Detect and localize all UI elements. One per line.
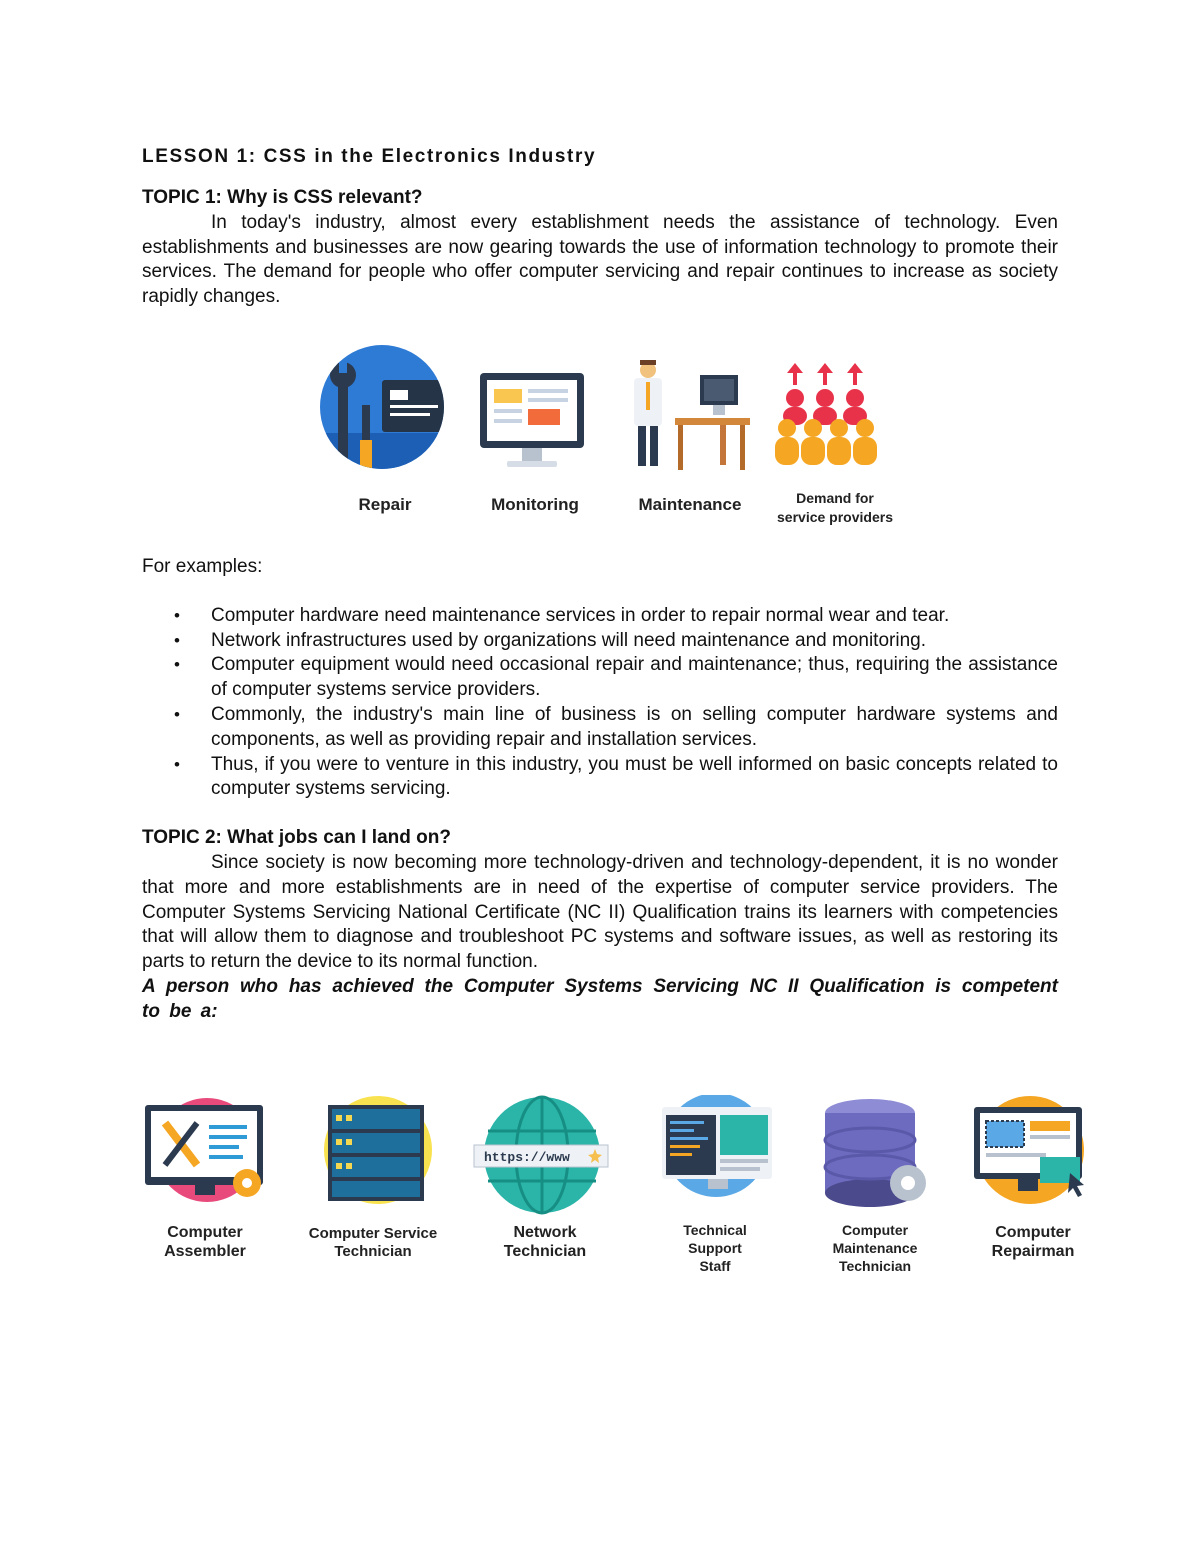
document-body bbox=[142, 140, 1058, 1025]
repairman-icon bbox=[966, 1095, 1101, 1205]
list-item: • Computer hardware need maintenance services in order to repair normal wear and tear. bbox=[142, 604, 1058, 629]
job-item-assembler bbox=[130, 1095, 280, 1260]
globe-icon bbox=[472, 1095, 612, 1215]
demand-item bbox=[760, 345, 910, 525]
topic2-emphasis: A person who has achieved the Computer Systems Servicing NC II Qualification is competent to be a: bbox=[142, 975, 1058, 1022]
bullet-icon: • bbox=[174, 754, 180, 774]
topic1-heading: TOPIC 1: Why is CSS relevant? bbox=[142, 187, 423, 208]
examples-intro: For examples: bbox=[142, 555, 263, 577]
job-item-service-technician bbox=[298, 1095, 448, 1260]
bullet-icon: • bbox=[174, 605, 180, 625]
lesson-title: LESSON 1: CSS in the Electronics Industry bbox=[142, 146, 597, 167]
job-item-technical-support bbox=[640, 1095, 790, 1274]
job-label-maintenance-technician: Computer Maintenance Technician bbox=[832, 1222, 918, 1274]
repair-label: Repair bbox=[358, 495, 412, 514]
monitoring-label: Monitoring bbox=[491, 495, 579, 514]
bullet-icon: • bbox=[174, 704, 180, 724]
assembler-icon bbox=[135, 1095, 275, 1205]
list-item: • Network infrastructures used by organizations will need maintenance and monitoring. bbox=[142, 629, 1058, 654]
demand-label: Demand for service providers bbox=[777, 490, 893, 525]
topic2-heading: TOPIC 2: What jobs can I land on? bbox=[142, 827, 451, 849]
monitoring-icon bbox=[472, 365, 592, 475]
job-item-network-technician bbox=[470, 1095, 620, 1260]
job-item-maintenance-technician bbox=[800, 1095, 950, 1274]
topic1-paragraph: In today's industry, almost every establishment needs the assistance of technology. Even establishments and businesses are now gearing towards the use of information technology to promote their services. The demand for people who offer computer servicing and repair continues to increase as society rapidly changes. bbox=[142, 211, 1058, 308]
maintenance-icon bbox=[620, 360, 750, 475]
list-item: • Thus, if you were to venture in this industry, you must be well informed on basic concepts related to computer systems servicing. bbox=[174, 753, 1058, 800]
monitoring-item bbox=[460, 345, 610, 514]
job-label-service-technician: Computer Service Technician bbox=[308, 1225, 438, 1260]
repair-icon bbox=[320, 345, 450, 470]
job-label-technical-support: Technical Support Staff bbox=[683, 1222, 747, 1274]
job-label-network-technician: Network Technician bbox=[503, 1224, 587, 1260]
job-label-repairman: Computer Repairman bbox=[991, 1224, 1075, 1260]
topic2-paragraph: Since society is now becoming more technology-driven and technology-dependent, it is no wonder that more and more establishments are in need of the expertise of computer service providers. The Computer Systems Servicing National Certificate (NC II) Qualification trains its learners with competencies that will allow them to diagnose and troubleshoot PC systems and software issues, as well as restoring its parts to return the device to its normal function. bbox=[142, 851, 1058, 973]
url-text: https://www bbox=[484, 1150, 570, 1165]
list-item: • Commonly, the industry's main line of business is on selling computer hardware systems and components, as well as providing repair and installation services. bbox=[174, 703, 1058, 750]
examples-list bbox=[142, 604, 1058, 802]
maintenance-item bbox=[615, 345, 765, 514]
server-icon bbox=[308, 1095, 438, 1205]
bullet-icon: • bbox=[174, 630, 180, 650]
maintenance-label: Maintenance bbox=[638, 495, 742, 514]
database-icon bbox=[810, 1095, 940, 1210]
list-item: • Computer equipment would need occasional repair and maintenance; thus, requiring the assistance of computer systems service providers. bbox=[174, 654, 1058, 701]
repair-item bbox=[310, 345, 460, 514]
services-icon-row bbox=[310, 345, 910, 535]
bullet-icon: • bbox=[174, 655, 180, 675]
job-label-assembler: Computer Assembler bbox=[164, 1224, 246, 1260]
support-screen-icon bbox=[650, 1095, 780, 1205]
demand-icon bbox=[775, 363, 895, 478]
jobs-icon-row bbox=[130, 1095, 1110, 1285]
job-item-repairman bbox=[958, 1095, 1108, 1260]
